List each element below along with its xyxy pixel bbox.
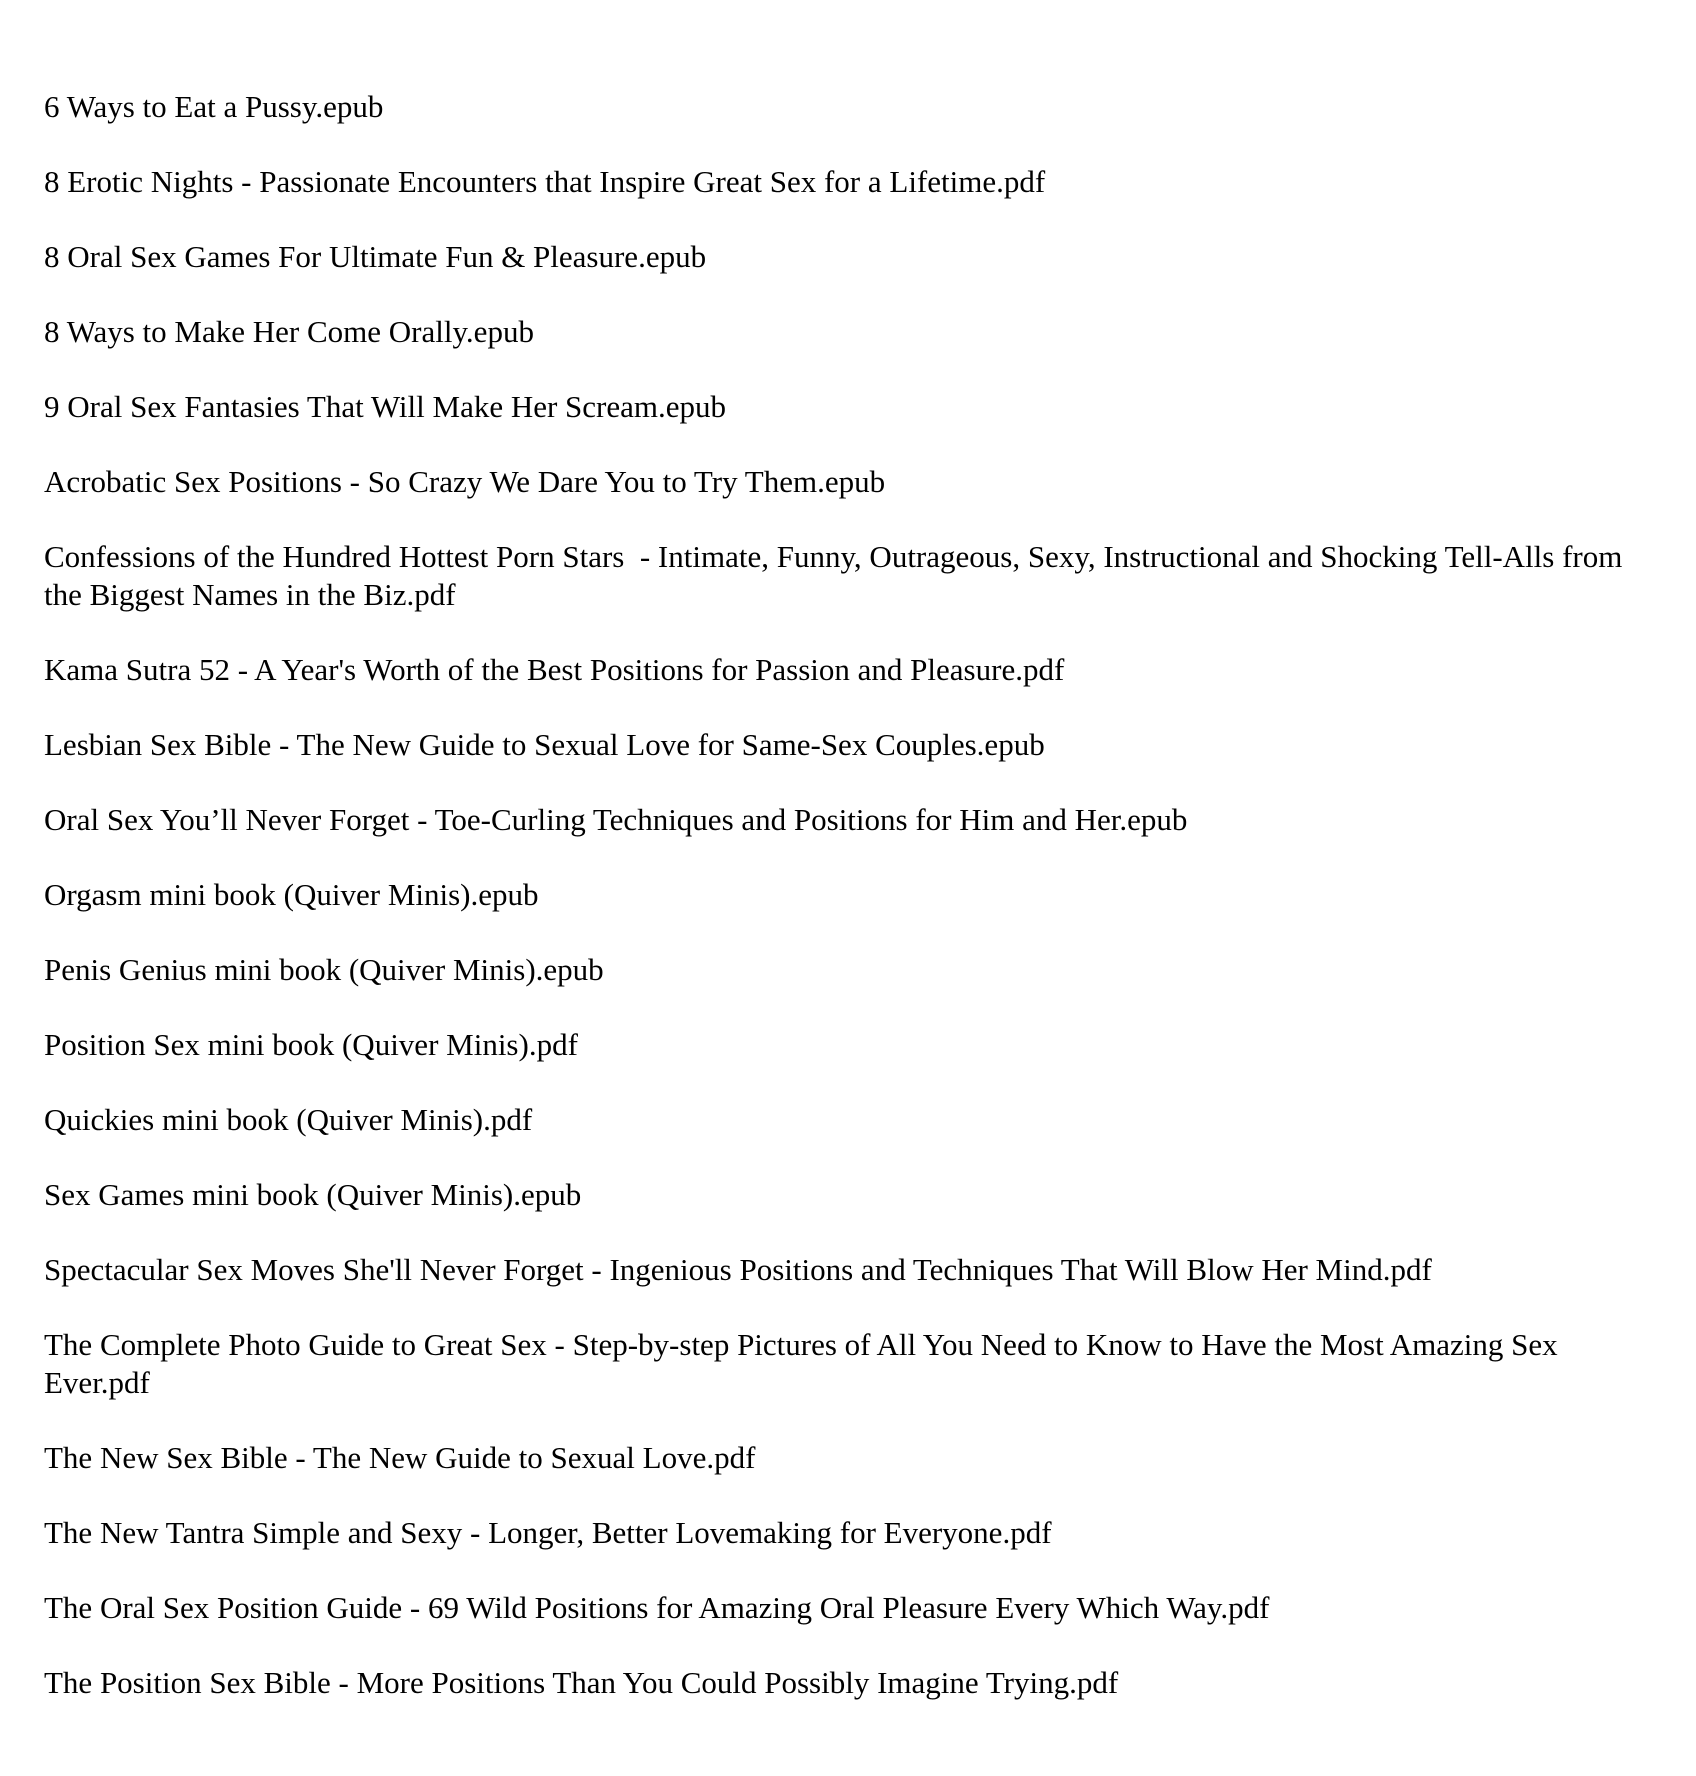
list-item: The New Tantra Simple and Sexy - Longer, Better Lovemaking for Everyone.pdf xyxy=(44,1515,1052,1550)
list-item: Position Sex mini book (Quiver Minis).pdf xyxy=(44,1027,578,1062)
list-item: Quickies mini book (Quiver Minis).pdf xyxy=(44,1102,533,1137)
list-item: Acrobatic Sex Positions - So Crazy We Dare You to Try Them.epub xyxy=(44,464,886,499)
list-item: 8 Erotic Nights - Passionate Encounters that Inspire Great Sex for a Lifetime.pdf xyxy=(44,164,1046,199)
list-item: 8 Oral Sex Games For Ultimate Fun & Pleasure.epub xyxy=(44,239,707,274)
file-list xyxy=(44,88,1631,1739)
list-item: The Oral Sex Position Guide - 69 Wild Positions for Amazing Oral Pleasure Every Which Way.pdf xyxy=(44,1590,1270,1625)
list-item: The Complete Photo Guide to Great Sex - Step-by-step Pictures of All You Need to Know to Have the Most Amazing Sex Ever.pdf xyxy=(44,1327,1566,1400)
list-item: Confessions of the Hundred Hottest Porn Stars - Intimate, Funny, Outrageous, Sexy, Instructional and Shocking Tell-Alls from the Biggest Names in the Biz.pdf xyxy=(44,539,1631,612)
list-item: The New Sex Bible - The New Guide to Sexual Love.pdf xyxy=(44,1440,756,1475)
list-item: Penis Genius mini book (Quiver Minis).epub xyxy=(44,952,604,987)
list-item: The Position Sex Bible - More Positions Than You Could Possibly Imagine Trying.pdf xyxy=(44,1665,1119,1700)
list-item: 9 Oral Sex Fantasies That Will Make Her Scream.epub xyxy=(44,389,727,424)
list-item: Sex Games mini book (Quiver Minis).epub xyxy=(44,1177,582,1212)
list-item: Oral Sex You’ll Never Forget - Toe-Curling Techniques and Positions for Him and Her.epub xyxy=(44,802,1188,837)
list-item: Lesbian Sex Bible - The New Guide to Sexual Love for Same-Sex Couples.epub xyxy=(44,727,1045,762)
list-item: Orgasm mini book (Quiver Minis).epub xyxy=(44,877,539,912)
list-item: Spectacular Sex Moves She'll Never Forget - Ingenious Positions and Techniques That Will Blow Her Mind.pdf xyxy=(44,1252,1432,1287)
list-item: 6 Ways to Eat a Pussy.epub xyxy=(44,89,384,124)
list-item: 8 Ways to Make Her Come Orally.epub xyxy=(44,314,534,349)
list-item: Kama Sutra 52 - A Year's Worth of the Best Positions for Passion and Pleasure.pdf xyxy=(44,652,1065,687)
